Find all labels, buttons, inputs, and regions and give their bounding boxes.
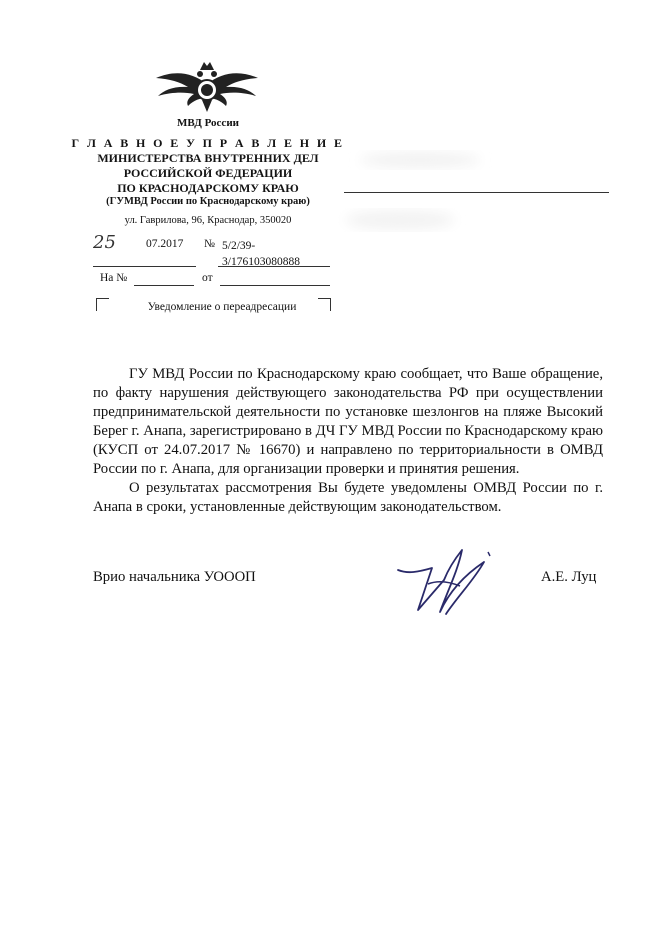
number-underline — [218, 266, 330, 267]
org-address: ул. Гаврилова, 96, Краснодар, 350020 — [124, 215, 292, 226]
org-abbreviation: (ГУМВД России по Краснодарскому краю) — [106, 196, 310, 207]
redaction-smudge — [330, 140, 510, 240]
subject-line: Уведомление о переадресации — [147, 301, 297, 313]
registration-date: 07.2017 — [146, 238, 184, 250]
org-line: Г Л А В Н О Е У П Р А В Л Е Н И Е — [71, 136, 345, 150]
signatory-title: Врио начальника УОООП — [93, 569, 256, 585]
handwritten-signature — [388, 540, 518, 620]
org-full-name — [60, 136, 356, 196]
body-paragraph: О результатах рассмотрения Вы будете уведомлены ОМВД России по г. Анапа в сроки, установленные действующим законодательством. — [93, 480, 603, 515]
handwritten-date: 25 — [93, 232, 116, 253]
org-short-name: МВД России — [176, 117, 239, 129]
registration-number-line: 3/176103080888 — [222, 256, 300, 268]
subject-bracket-right — [318, 298, 331, 311]
subject-bracket-left — [96, 298, 109, 311]
reply-to-label: На № — [100, 272, 128, 284]
registration-number-line: 5/2/39- — [222, 240, 256, 252]
org-line: ПО КРАСНОДАРСКОМУ КРАЮ — [117, 181, 299, 195]
signatory-name: А.Е. Луц — [541, 569, 597, 585]
letter-body — [93, 365, 603, 517]
mvd-emblem-icon — [152, 54, 262, 116]
org-line: РОССИЙСКОЙ ФЕДЕРАЦИИ — [123, 166, 293, 180]
date-underline — [93, 266, 196, 267]
recipient-line — [344, 192, 609, 193]
body-paragraph: ГУ МВД России по Краснодарскому краю сообщает, что Ваше обращение, по факту нарушения действующего законодательства РФ при осуществлении предпринимательской деятельности по установке шезлонгов на пляже Высокий Берег г. Анапа, зарегистрировано в ДЧ ГУ МВД России по Краснодарскому краю (КУСП от 24.07.2017 № 16670) и направлено по территориальности в ОМВД России по г. Анапа, для организации проверки и принятия решения. — [93, 366, 603, 477]
number-sign: № — [204, 238, 215, 250]
reply-to-field — [134, 285, 194, 286]
from-label: от — [202, 272, 213, 284]
org-line: МИНИСТЕРСТВА ВНУТРЕННИХ ДЕЛ — [97, 151, 319, 165]
from-field — [220, 285, 330, 286]
